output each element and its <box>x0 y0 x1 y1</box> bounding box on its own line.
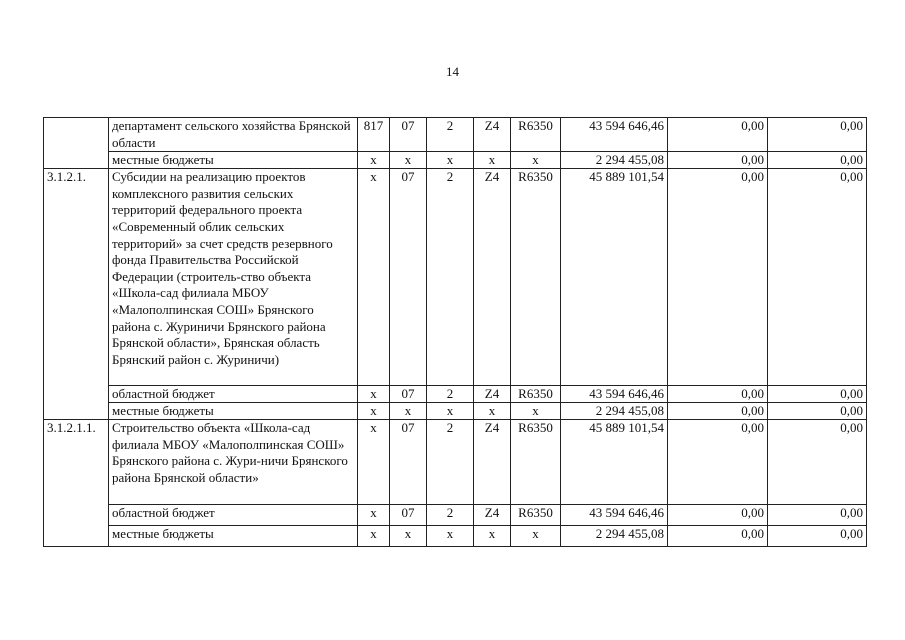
amount-cell: 2 294 455,08 <box>561 526 668 547</box>
code-subsection: х <box>427 403 474 420</box>
amount-cell-2: 0,00 <box>668 505 768 526</box>
code-subsection: 2 <box>427 505 474 526</box>
row-name: местные бюджеты <box>109 526 358 547</box>
code-subsection: х <box>427 152 474 169</box>
row-name: Субсидии на реализацию проектов комплексного развития сельских территорий федерального проекта «Современный облик сельских территорий» за счет средств резервного фонда Правительства Российской Федерации (строитель-ство объекта «Школа-сад филиала МБОУ «Малополпинская СОШ» Брянского района с. Журиничи Брянского района Брянской области», Брянская область Брянский район с. Журиничи) <box>109 169 358 386</box>
row-number: 3.1.2.1.1. <box>44 420 109 547</box>
amount-cell: 45 889 101,54 <box>561 420 668 505</box>
amount-cell-3: 0,00 <box>768 386 867 403</box>
row-name: областной бюджет <box>109 386 358 403</box>
code-grbs: х <box>358 420 390 505</box>
code-section: 07 <box>390 118 427 152</box>
amount-cell: 2 294 455,08 <box>561 403 668 420</box>
amount-cell: 43 594 646,46 <box>561 118 668 152</box>
code-section: х <box>390 152 427 169</box>
code-program: х <box>474 403 511 420</box>
table-row <box>44 118 867 152</box>
amount-cell: 43 594 646,46 <box>561 505 668 526</box>
code-grbs: х <box>358 386 390 403</box>
code-item: R6350 <box>511 118 561 152</box>
code-item: R6350 <box>511 169 561 386</box>
amount-cell-3: 0,00 <box>768 169 867 386</box>
amount-cell-2: 0,00 <box>668 403 768 420</box>
code-item: х <box>511 403 561 420</box>
amount-cell-3: 0,00 <box>768 118 867 152</box>
code-program: х <box>474 526 511 547</box>
row-name: департамент сельского хозяйства Брянской области <box>109 118 358 152</box>
code-program: Z4 <box>474 420 511 505</box>
code-subsection: 2 <box>427 118 474 152</box>
row-name: областной бюджет <box>109 505 358 526</box>
amount-cell: 43 594 646,46 <box>561 386 668 403</box>
code-grbs: х <box>358 403 390 420</box>
amount-cell-3: 0,00 <box>768 420 867 505</box>
code-grbs: х <box>358 526 390 547</box>
row-name: местные бюджеты <box>109 152 358 169</box>
row-name: Строительство объекта «Школа-сад филиала МБОУ «Малополпинская СОШ» Брянского района с. Жури-ничи Брянского района Брянской области» <box>109 420 358 505</box>
code-item: х <box>511 526 561 547</box>
table-row <box>44 420 867 505</box>
code-program: Z4 <box>474 169 511 386</box>
amount-cell-2: 0,00 <box>668 152 768 169</box>
amount-cell-3: 0,00 <box>768 505 867 526</box>
code-item: R6350 <box>511 505 561 526</box>
code-subsection: 2 <box>427 169 474 386</box>
page-number: 14 <box>446 64 459 79</box>
code-program: Z4 <box>474 505 511 526</box>
code-grbs: х <box>358 169 390 386</box>
amount-cell-2: 0,00 <box>668 386 768 403</box>
amount-cell-3: 0,00 <box>768 403 867 420</box>
amount-cell-3: 0,00 <box>768 152 867 169</box>
amount-cell: 2 294 455,08 <box>561 152 668 169</box>
amount-cell-2: 0,00 <box>668 169 768 386</box>
code-section: 07 <box>390 420 427 505</box>
code-program: х <box>474 152 511 169</box>
code-subsection: х <box>427 526 474 547</box>
code-section: х <box>390 526 427 547</box>
code-item: х <box>511 152 561 169</box>
code-subsection: 2 <box>427 420 474 505</box>
amount-cell-2: 0,00 <box>668 420 768 505</box>
code-grbs: х <box>358 152 390 169</box>
code-section: 07 <box>390 386 427 403</box>
table-row <box>44 403 867 420</box>
code-subsection: 2 <box>427 386 474 403</box>
row-number <box>44 118 109 169</box>
table-row <box>44 386 867 403</box>
amount-cell-2: 0,00 <box>668 526 768 547</box>
code-program: Z4 <box>474 118 511 152</box>
amount-cell: 45 889 101,54 <box>561 169 668 386</box>
code-section: х <box>390 403 427 420</box>
table-row <box>44 505 867 526</box>
code-program: Z4 <box>474 386 511 403</box>
code-grbs: 817 <box>358 118 390 152</box>
amount-cell-3: 0,00 <box>768 526 867 547</box>
code-section: 07 <box>390 169 427 386</box>
budget-table <box>43 117 867 547</box>
table-row <box>44 526 867 547</box>
code-section: 07 <box>390 505 427 526</box>
table-row <box>44 169 867 386</box>
code-grbs: х <box>358 505 390 526</box>
amount-cell-2: 0,00 <box>668 118 768 152</box>
table-row <box>44 152 867 169</box>
code-item: R6350 <box>511 386 561 403</box>
code-item: R6350 <box>511 420 561 505</box>
row-number: 3.1.2.1. <box>44 169 109 420</box>
row-name: местные бюджеты <box>109 403 358 420</box>
